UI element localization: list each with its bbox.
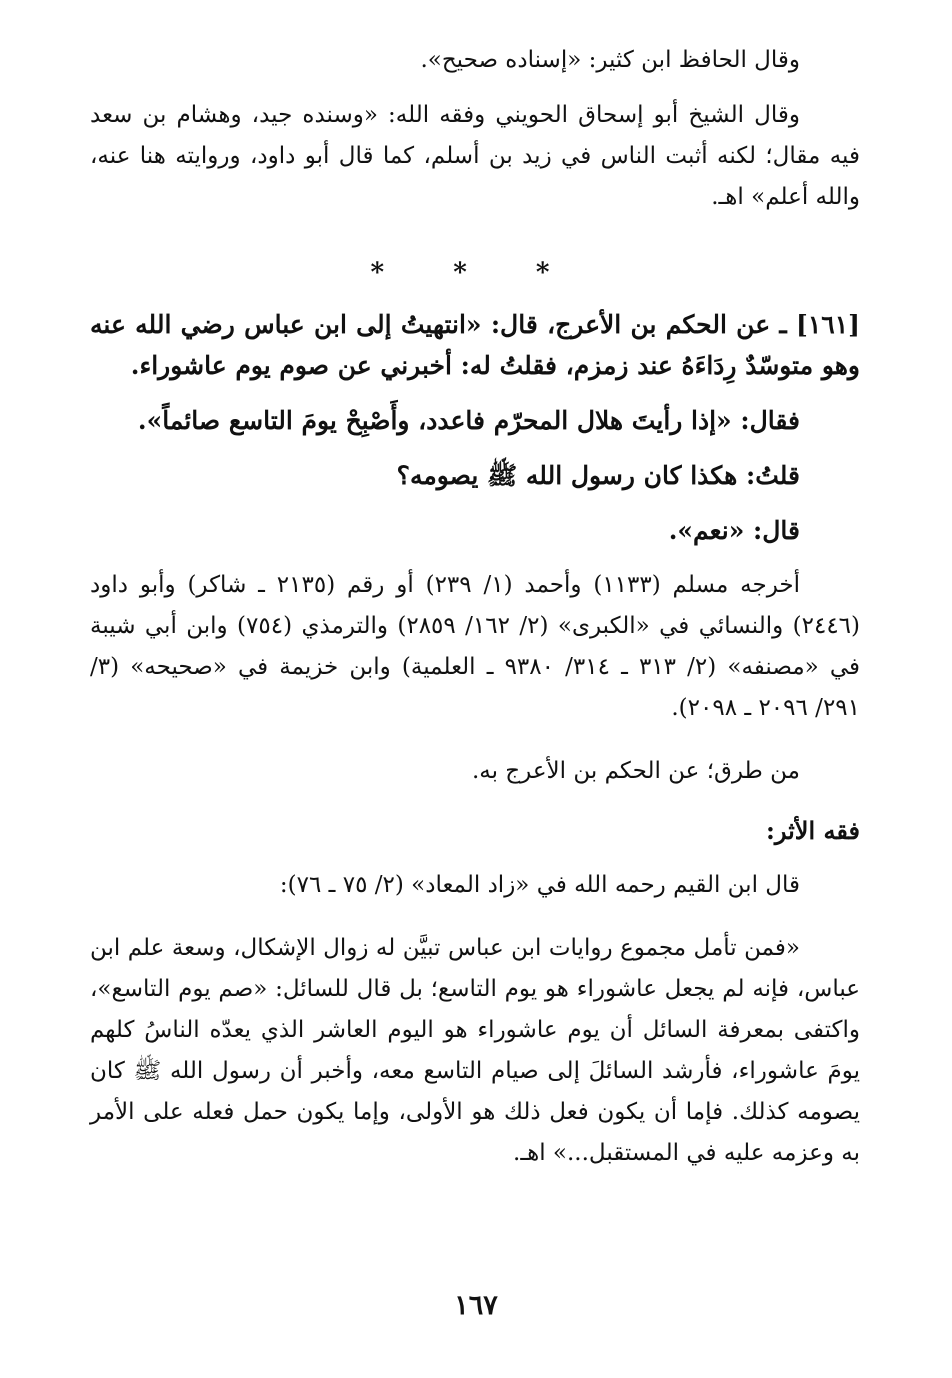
ibn-qayyim-quote: «فمن تأمل مجموع روايات ابن عباس تبيَّن له زوال الإشكال، وسعة علم ابن عباس، فإنه لم يجعل عاشوراء هو يوم التاسع؛ بل قال للسائل: «صم يوم التاسع»، واكتفى بمعرفة السائل أن يوم عاشوراء هو اليوم العاشر الذي يعدّه الناسُ كلهم يومَ عاشوراء، فأرشد السائلَ إلى صيام التاسع معه، وأخبر أن رسول الله ﷺ كان يصومه كذلك. فإما أن يكون فعل ذلك هو الأولى، وإما يكون حمل فعله على الأمر به وعزمه عليه في المستقبل...» اهـ. [90,935,860,1166]
section-separator: * * * [370,258,580,288]
hadith-number: [١٦١] [796,310,860,339]
fiqh-heading: فقه الأثر: [766,816,860,845]
confirmation-paragraph: قال: «نعم». [668,516,800,545]
hadith-text: ـ عن الحكم بن الأعرج، قال: «انتهيتُ إلى ابن عباس رضي الله عنه وهو متوسّدٌ رِدَاءَهُ عند زمزم، فقلتُ له: أخبرني عن صوم يوم عاشوراء. [90,310,860,380]
hadith-paragraph [90,304,860,386]
answer-paragraph: فقال: «إذا رأيتَ هلال المحرّم فاعدد، وأَصْبِحْ يومَ التاسع صائماً». [137,406,800,435]
page-number: ١٦٧ [454,1290,498,1321]
turuq-paragraph: من طرق؛ عن الحكم بن الأعرج به. [471,758,800,784]
page-body [90,40,860,1174]
huwayni-paragraph: وقال الشيخ أبو إسحاق الحويني وفقه الله: «وسنده جيد، وهشام بن سعد فيه مقال؛ لكنه أثبت الناس في زيد بن أسلم، كما قال أبو داود، وروايته هنا عنه، والله أعلم» اهـ. [90,102,860,210]
ibn-qayyim-intro: قال ابن القيم رحمه الله في «زاد المعاد» (٢/ ٧٥ ـ ٧٦): [279,872,800,898]
question-paragraph: قلتُ: هكذا كان رسول الله ﷺ يصومه؟ [396,461,800,490]
takhrij-paragraph: أخرجه مسلم (١١٣٣) وأحمد (١/ ٢٣٩) أو رقم (٢١٣٥ ـ شاكر) وأبو داود (٢٤٤٦) والنسائي في «الكبرى» (٢/ ١٦٢/ ٢٨٥٩) والترمذي (٧٥٤) وابن أبي شيبة في «مصنفه» (٢/ ٣١٣ ـ ٣١٤/ ٩٣٨٠ ـ العلمية) وابن خزيمة في «صحيحه» (٣/ ٢٩١/ ٢٠٩٦ ـ ٢٠٩٨). [90,572,861,721]
ibn-kathir-paragraph: وقال الحافظ ابن كثير: «إسناده صحيح». [420,47,800,73]
